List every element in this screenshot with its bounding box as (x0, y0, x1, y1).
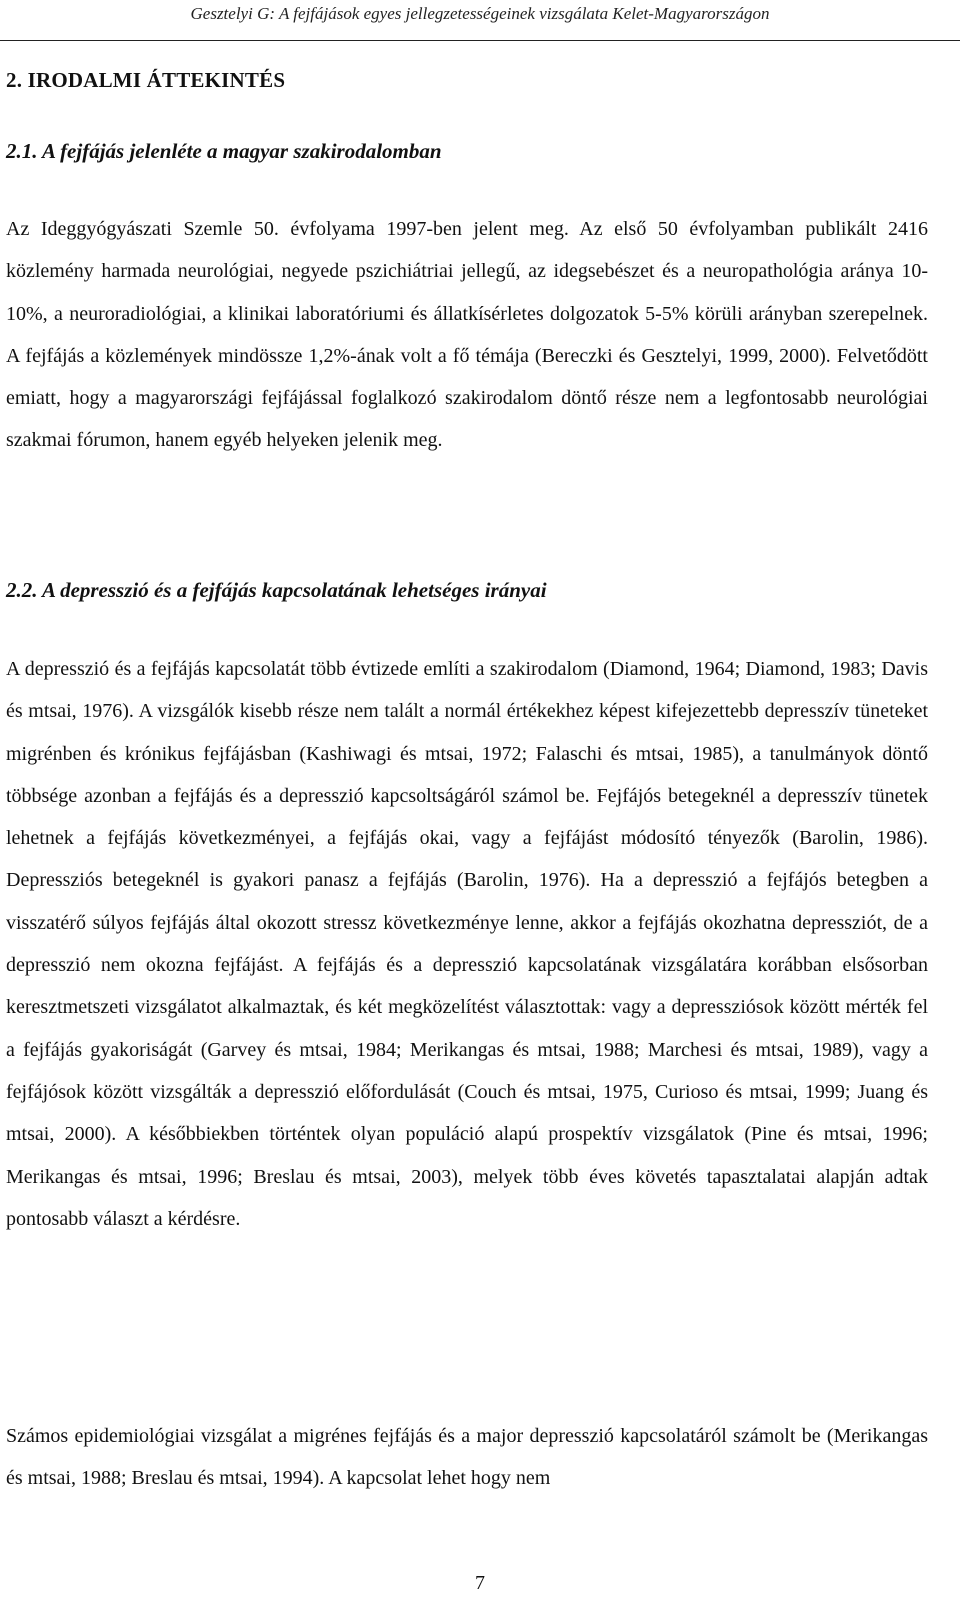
section-2-2-paragraph-1: A depresszió és a fejfájás kapcsolatát több évtizede említi a szakirodalom (Diamond, 1964; Diamond, 1983; Davis és mtsai, 1976). A vizsgálók kisebb része nem talált a normál értékekhez képest kifejezettebb depresszív tüneteket migrénben és krónikus fejfájásban (Kashiwagi és mtsai, 1972; Falaschi és mtsai, 1985), a tanulmányok döntő többsége azonban a fejfájás és a depresszió kapcsoltságáról számol be. Fejfájós betegeknél a depresszív tünetek lehetnek a fejfájás következményei, a fejfájás okai, vagy a fejfájást módosító tényezők (Barolin, 1986). Depressziós betegeknél is gyakori panasz a fejfájás (Barolin, 1976). Ha a depresszió a fejfájós betegben a visszatérő súlyos fejfájás által okozott stressz következménye lenne, akkor a fejfájás okozhatna depressziót, de a depresszió nem okozna fejfájást. A fejfájás és a depresszió kapcsolatának vizsgálatára korábban elsősorban keresztmetszeti vizsgálatot alkalmaztak, és két megközelítést választottak: vagy a depressziósok között mérték fel a fejfájás gyakoriságát (Garvey és mtsai, 1984; Merikangas és mtsai, 1988; Marchesi és mtsai, 1989), vagy a fejfájósok között vizsgálták a depresszió előfordulását (Couch és mtsai, 1975, Curioso és mtsai, 1999; Juang és mtsai, 2000). A későbbiekben történtek olyan populáció alapú prospektív vizsgálatok (Pine és mtsai, 1996; Merikangas és mtsai, 1996; Breslau és mtsai, 2003), melyek több éves követés tapasztalatai alapján adtak pontosabb választ a kérdésre. (6, 658, 928, 1230)
section-heading-2-2: 2.2. A depresszió és a fejfájás kapcsolatának lehetséges irányai (6, 578, 547, 602)
section-2-2-paragraph-2: Számos epidemiológiai vizsgálat a migrénes fejfájás és a major depresszió kapcsolatáról számolt be (Merikangas és mtsai, 1988; Breslau és mtsai, 1994). A kapcsolat lehet hogy nem (6, 1425, 928, 1490)
chapter-title: 2. IRODALMI ÁTTEKINTÉS (6, 68, 286, 92)
section-heading-2-1: 2.1. A fejfájás jelenléte a magyar szakirodalomban (6, 139, 442, 163)
header-rule (0, 40, 960, 41)
section-2-1-paragraph: Az Ideggyógyászati Szemle 50. évfolyama 1997-ben jelent meg. Az első 50 évfolyamban publikált 2416 közlemény harmada neurológiai, negyede pszichiátriai jellegű, az idegsebészet és a neuropathológia aránya 10-10%, a neuroradiológiai, a klinikai laboratóriumi és állatkísérletes dolgozatok 5-5% körüli arányban szerepelnek. A fejfájás a közlemények mindössze 1,2%-ának volt a fő témája (Bereczki és Gesztelyi, 1999, 2000). Felvetődött emiatt, hogy a magyarországi fejfájással foglalkozó szakirodalom döntő része nem a legfontosabb neurológiai szakmai fórumon, hanem egyéb helyeken jelenik meg. (6, 218, 928, 452)
page-number: 7 (475, 1572, 485, 1594)
running-header: Gesztelyi G: A fejfájások egyes jellegzetességeinek vizsgálata Kelet-Magyarországon (190, 4, 770, 23)
